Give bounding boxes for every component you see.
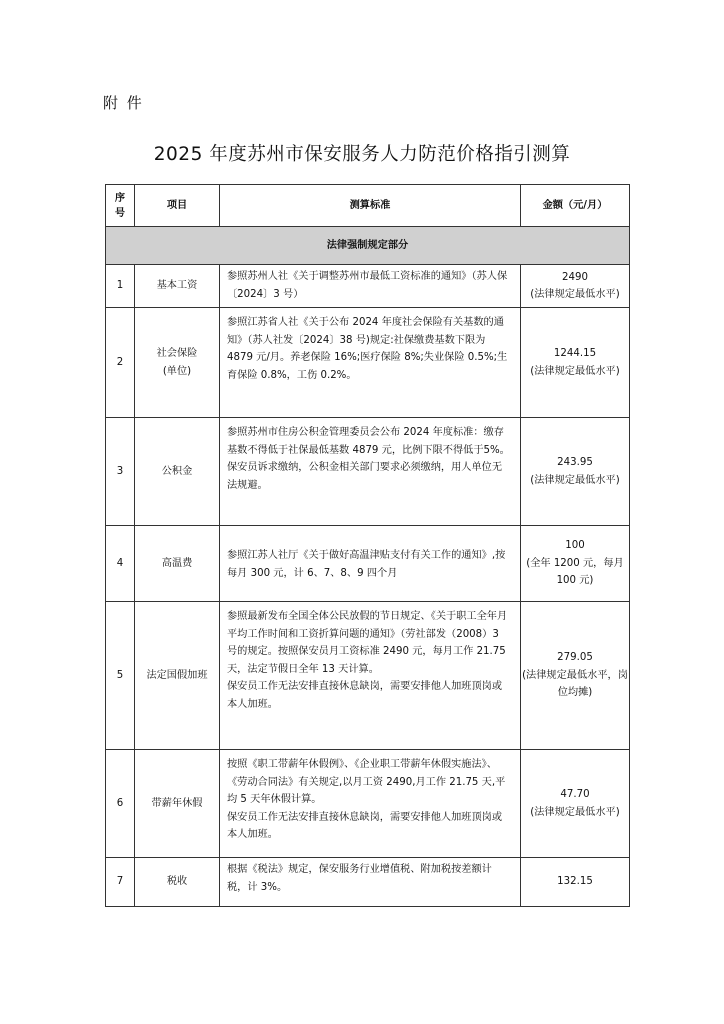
table-row xyxy=(106,308,630,418)
row-no: 6 xyxy=(106,750,135,858)
row-item: 法定国假加班 xyxy=(135,602,220,750)
price-table xyxy=(105,184,630,907)
row-standard: 参照最新发布全国全体公民放假的节日规定、《关于职工全年月平均工作时间和工资折算问题的通知》（劳社部发（2008）3 号的规定。按照保安员月工资标准 2490 元，每月工作 21.75 天，法定节假日全年 13 天计算。 保安员工作无法安排直接休息缺岗，需要安排他人加班顶岗或本人加班。 xyxy=(220,602,521,750)
row-amount: 132.15 xyxy=(521,858,630,907)
row-amount: 1244.15 (法律规定最低水平) xyxy=(521,308,630,418)
col-header-amount: 金额（元/月） xyxy=(521,185,630,227)
table-row xyxy=(106,418,630,526)
row-item: 基本工资 xyxy=(135,265,220,308)
table-header-row xyxy=(106,185,630,227)
col-header-standard: 测算标准 xyxy=(220,185,521,227)
row-item: 公积金 xyxy=(135,418,220,526)
row-item: 高温费 xyxy=(135,526,220,602)
row-standard: 根据《税法》规定，保安服务行业增值税、附加税按差额计税，计 3%。 xyxy=(220,858,521,907)
row-no: 5 xyxy=(106,602,135,750)
document-title: 2025 年度苏州市保安服务人力防范价格指引测算 xyxy=(153,144,571,165)
row-item: 社会保险 (单位) xyxy=(135,308,220,418)
row-amount: 2490 (法律规定最低水平) xyxy=(521,265,630,308)
table-row xyxy=(106,750,630,858)
row-no: 1 xyxy=(106,265,135,308)
row-amount: 47.70 (法律规定最低水平) xyxy=(521,750,630,858)
row-no: 2 xyxy=(106,308,135,418)
table-row xyxy=(106,265,630,308)
section-label: 法律强制规定部分 xyxy=(106,227,630,265)
row-standard: 参照江苏省人社《关于公布 2024 年度社会保险有关基数的通知》（苏人社发〔2024〕38 号)规定:社保缴费基数下限为 4879 元/月。养老保险 16%;医疗保险 8%;失业保险 0.5%;生育保险 0.8%，工伤 0.2%。 xyxy=(220,308,521,418)
row-no: 4 xyxy=(106,526,135,602)
row-item: 带薪年休假 xyxy=(135,750,220,858)
section-row xyxy=(106,227,630,265)
attachment-label: 附 件 xyxy=(103,94,144,112)
col-header-no: 序 号 xyxy=(106,185,135,227)
row-standard: 按照《职工带薪年休假例》、《企业职工带薪年休假实施法》、《劳动合同法》有关规定,以月工资 2490,月工作 21.75 天,平均 5 天年休假计算。 保安员工作无法安排直接休息缺岗，需要安排他人加班顶岗或本人加班。 xyxy=(220,750,521,858)
row-no: 7 xyxy=(106,858,135,907)
row-standard: 参照苏州人社《关于调整苏州市最低工资标准的通知》（苏人保〔2024〕3 号） xyxy=(220,265,521,308)
table-row xyxy=(106,858,630,907)
row-amount: 279.05 (法律规定最低水平，岗位均摊) xyxy=(521,602,630,750)
row-standard: 参照苏州市住房公积金管理委员会公布 2024 年度标准：缴存基数不得低于社保最低基数 4879 元，比例下限不得低于5%。 保安员诉求缴纳，公积金相关部门要求必须缴纳，用人单位无法规避。 xyxy=(220,418,521,526)
row-item: 税收 xyxy=(135,858,220,907)
col-header-item: 项目 xyxy=(135,185,220,227)
table-row xyxy=(106,602,630,750)
row-no: 3 xyxy=(106,418,135,526)
row-standard: 参照江苏人社厅《关于做好高温津贴支付有关工作的通知》,按每月 300 元，计 6、7、8、9 四个月 xyxy=(220,526,521,602)
table-row xyxy=(106,526,630,602)
row-amount: 100 (全年 1200 元，每月 100 元) xyxy=(521,526,630,602)
row-amount: 243.95 (法律规定最低水平) xyxy=(521,418,630,526)
